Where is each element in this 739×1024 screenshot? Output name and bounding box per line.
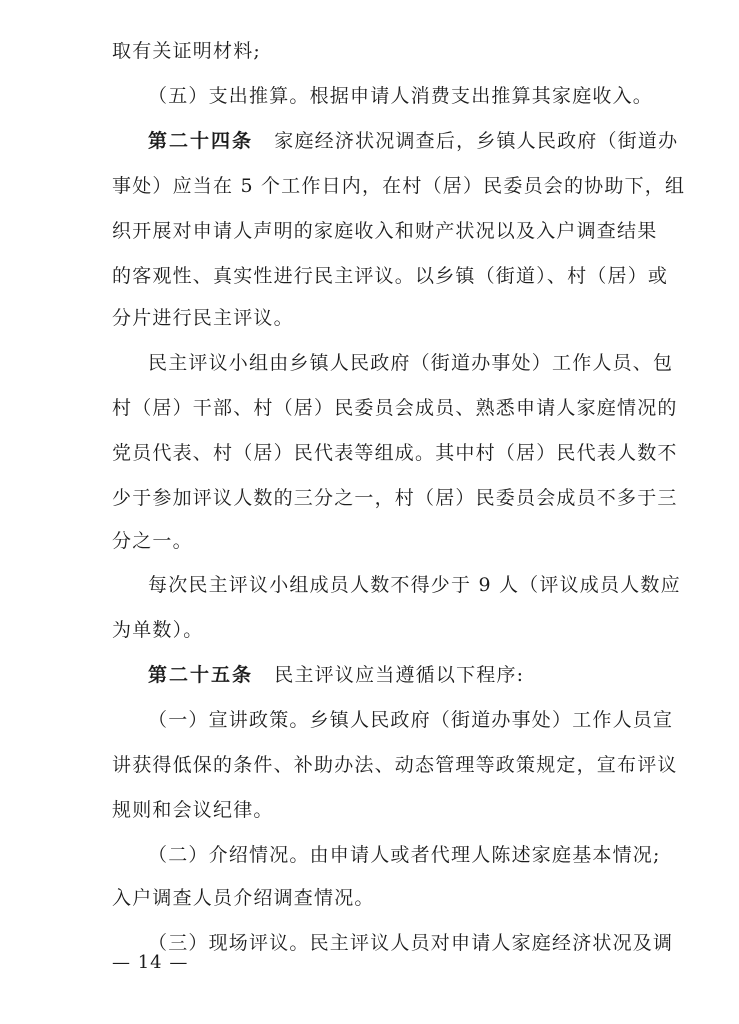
text-line: （二）介绍情况。由申请人或者代理人陈述家庭基本情况; xyxy=(148,844,661,866)
text-line: 取有关证明材料; xyxy=(112,40,262,62)
text-line: 讲获得低保的条件、补助办法、动态管理等政策规定，宣布评议 xyxy=(112,754,678,776)
text-line: 分之一。 xyxy=(112,530,193,552)
page-number: — 14 — xyxy=(112,952,189,973)
article-heading: 第二十四条 xyxy=(148,130,254,152)
text-line: 为单数）。 xyxy=(112,619,204,641)
paragraph-first-line xyxy=(148,128,678,154)
text-line: （三）现场评议。民主评议人员对申请人家庭经济状况及调 xyxy=(148,932,674,954)
text-line: 规则和会议纪律。 xyxy=(112,799,274,821)
text-line: 家庭经济状况调查后，乡镇人民政府（街道办 xyxy=(274,130,679,152)
text-line: （五）支出推算。根据申请人消费支出推算其家庭收入。 xyxy=(148,85,654,107)
article-heading: 第二十五条 xyxy=(148,664,254,686)
text-line: 入户调查人员介绍调查情况。 xyxy=(112,887,375,909)
text-line: 党员代表、村（居）民代表等组成。其中村（居）民代表人数不 xyxy=(112,442,678,464)
text-line: 每次民主评议小组成员人数不得少于 9 人（评议成员人数应 xyxy=(148,574,681,596)
paragraph-first-line xyxy=(148,662,524,688)
text-line: （一）宣讲政策。乡镇人民政府（街道办事处）工作人员宣 xyxy=(148,709,674,731)
text-line: 分片进行民主评议。 xyxy=(112,307,294,329)
text-line: 织开展对申请人声明的家庭收入和财产状况以及入户调查结果 xyxy=(112,220,658,242)
text-line: 的客观性、真实性进行民主评议。以乡镇（街道）、村（居）或 xyxy=(112,265,669,287)
text-line: 少于参加评议人数的三分之一，村（居）民委员会成员不多于三 xyxy=(112,487,678,509)
text-line: 村（居）干部、村（居）民委员会成员、熟悉申请人家庭情况的 xyxy=(112,397,678,419)
text-line: 事处）应当在 5 个工作日内，在村（居）民委员会的协助下，组 xyxy=(112,175,686,197)
text-line: 民主评议小组由乡镇人民政府（街道办事处）工作人员、包 xyxy=(148,352,674,374)
text-line: 民主评议应当遵循以下程序: xyxy=(274,664,525,686)
